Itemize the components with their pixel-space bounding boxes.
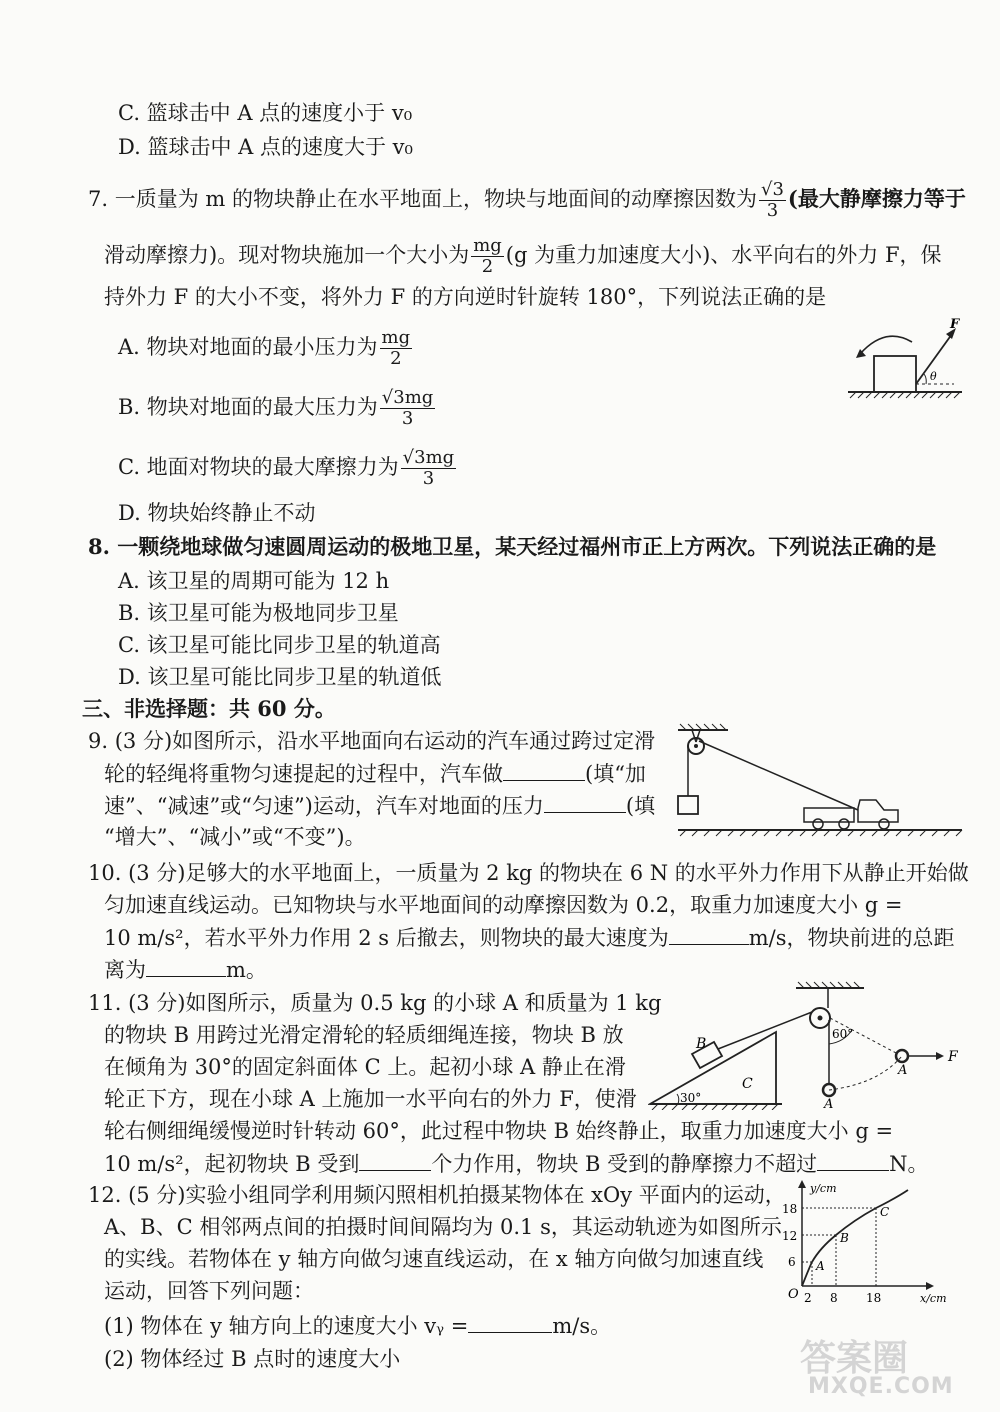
- q12-ytick-12: 12: [782, 1229, 798, 1243]
- q7-fig-theta-label: θ: [930, 370, 937, 383]
- q10-blank-1[interactable]: [669, 922, 749, 945]
- q11-line3: 在倾角为 30°的固定斜面体 C 上。起初小球 A 静止在滑: [104, 1055, 626, 1079]
- q11-line5: 轮右侧细绳缓慢逆时针转动 60°，此过程中物块 B 始终静止，取重力加速度大小 g =: [104, 1119, 894, 1143]
- q11-fig-b-label: B: [696, 1036, 707, 1052]
- q11-blank-2[interactable]: [817, 1148, 889, 1171]
- section-3-heading: 三、非选择题：共 60 分。: [82, 696, 336, 721]
- q12-part2: (2) 物体经过 B 点时的速度大小: [104, 1347, 401, 1371]
- q12-line4: 运动，回答下列问题：: [104, 1279, 314, 1303]
- q11-blank-1[interactable]: [359, 1148, 431, 1171]
- q12-xtick-18: 18: [866, 1291, 882, 1305]
- watermark-logo: 答案圈: [800, 1338, 909, 1379]
- q11-fig-a-final: A: [898, 1063, 908, 1078]
- q12-ytick-18: 18: [782, 1202, 798, 1216]
- q9-figure: [670, 722, 970, 844]
- q7-figure: [840, 312, 970, 407]
- q12-xtick-2: 2: [804, 1291, 812, 1305]
- q11-fig-c-label: C: [742, 1076, 753, 1092]
- q11-fig-angle-30: 30°: [680, 1091, 702, 1105]
- q10-line2: 匀加速直线运动。已知物块与水平地面间的动摩擦因数为 0.2，取重力加速度大小 g =: [104, 893, 903, 917]
- q6-option-c: C. 篮球击中 A 点的速度小于 v₀: [118, 101, 413, 125]
- q11-line4: 轮正下方，现在小球 A 上施加一水平向右的外力 F，使滑: [104, 1087, 637, 1111]
- q8-option-d: D. 该卫星可能比同步卫星的轨道低: [118, 665, 442, 689]
- q9-line1: 9. (3 分)如图所示，沿水平地面向右运动的汽车通过跨过定滑: [88, 729, 656, 753]
- q12-line2: A、B、C 相邻两点间的拍摄时间间隔均为 0.1 s，其运动轨迹为如图所示: [104, 1215, 782, 1239]
- q11-line6: 10 m/s²，起初物块 B 受到 个力作用，物块 B 受到的静摩擦力不超过 N。: [104, 1148, 929, 1179]
- q7-frac-mu: $\frac{√3}{3}$: [760, 179, 784, 221]
- q7-stem-line2: 滑动摩擦力)。现对物块施加一个大小为 $\frac{mg}{2}$ (g 为重力加速度大小)、水平向右的外力 F，保: [104, 235, 942, 277]
- q8-stem: 8. 一颗绕地球做匀速圆周运动的极地卫星，某天经过福州市正上方两次。下列说法正确的是: [88, 534, 937, 559]
- q12-point-a: A: [816, 1259, 825, 1273]
- q12-ylabel: y/cm: [810, 1182, 837, 1195]
- q8-option-c: C. 该卫星可能比同步卫星的轨道高: [118, 633, 441, 657]
- q12-ytick-6: 6: [788, 1255, 796, 1269]
- q11-fig-angle-60: 60°: [832, 1027, 854, 1041]
- q7-option-a: A. 物块对地面的最小压力为 $\frac{mg}{2}$: [118, 327, 411, 369]
- q10-line4: 离为 m。: [104, 954, 267, 985]
- q9-line3: 速”、“减速”或“匀速”)运动，汽车对地面的压力 (填: [104, 790, 655, 821]
- q11-figure: [648, 980, 968, 1110]
- q10-blank-2[interactable]: [146, 954, 226, 977]
- q12-part1: (1) 物体在 y 轴方向上的速度大小 vᵧ = m/s。: [104, 1310, 611, 1341]
- q7-stem-line3: 持外力 F 的大小不变，将外力 F 的方向逆时针旋转 180°，下列说法正确的是: [104, 285, 827, 309]
- q12-point-b: B: [840, 1231, 849, 1245]
- watermark-url: MXQE.COM: [808, 1374, 954, 1399]
- q9-line2: 轮的轻绳将重物匀速提起的过程中，汽车做 (填“加: [104, 758, 646, 789]
- q12-xlabel: x/cm: [920, 1292, 947, 1305]
- q7-option-b: B. 物块对地面的最大压力为 $\frac{√3mg}{3}$: [118, 387, 434, 429]
- q12-origin: O: [788, 1287, 799, 1302]
- q11-fig-a-initial: A: [824, 1097, 834, 1110]
- q10-line1: 10. (3 分)足够大的水平地面上，一质量为 2 kg 的物块在 6 N 的水平外力作用下从静止开始做: [88, 861, 969, 885]
- q12-blank-1[interactable]: [468, 1310, 552, 1333]
- q7-option-d: D. 物块始终静止不动: [118, 501, 316, 525]
- q11-line2: 的物块 B 用跨过光滑定滑轮的轻质细绳连接，物块 B 放: [104, 1023, 624, 1047]
- q12-point-c: C: [880, 1205, 890, 1219]
- q7-stem-line1: 7. 一质量为 m 的物块静止在水平地面上，物块与地面间的动摩擦因数为 $\frac{√3}{3}$ (最大静摩擦力等于: [88, 179, 966, 221]
- q10-line3: 10 m/s²，若水平外力作用 2 s 后撤去，则物块的最大速度为 m/s，物块前进的总距: [104, 922, 955, 953]
- q6-option-d: D. 篮球击中 A 点的速度大于 v₀: [118, 135, 413, 159]
- q9-line4: “增大”、“减小”或“不变”)。: [104, 825, 366, 849]
- q7-option-c: C. 地面对物块的最大摩擦力为 $\frac{√3mg}{3}$: [118, 447, 455, 489]
- q9-blank-1[interactable]: [503, 758, 585, 781]
- q8-option-b: B. 该卫星可能为极地同步卫星: [118, 601, 399, 625]
- q12-xtick-8: 8: [830, 1291, 838, 1305]
- q12-graph: [780, 1176, 960, 1306]
- q7-frac-force: $\frac{mg}{2}$: [473, 235, 502, 277]
- q7-fig-f-label: F: [950, 317, 960, 332]
- q12-line3: 的实线。若物体在 y 轴方向做匀速直线运动，在 x 轴方向做匀加速直线: [104, 1247, 764, 1271]
- q8-option-a: A. 该卫星的周期可能为 12 h: [118, 569, 390, 593]
- q11-line1: 11. (3 分)如图所示，质量为 0.5 kg 的小球 A 和质量为 1 kg: [88, 991, 662, 1015]
- q9-blank-2[interactable]: [544, 790, 626, 813]
- q12-line1: 12. (5 分)实验小组同学利用频闪照相机拍摄某物体在 xOy 平面内的运动，: [88, 1183, 786, 1207]
- q11-fig-f-label: F: [948, 1049, 958, 1065]
